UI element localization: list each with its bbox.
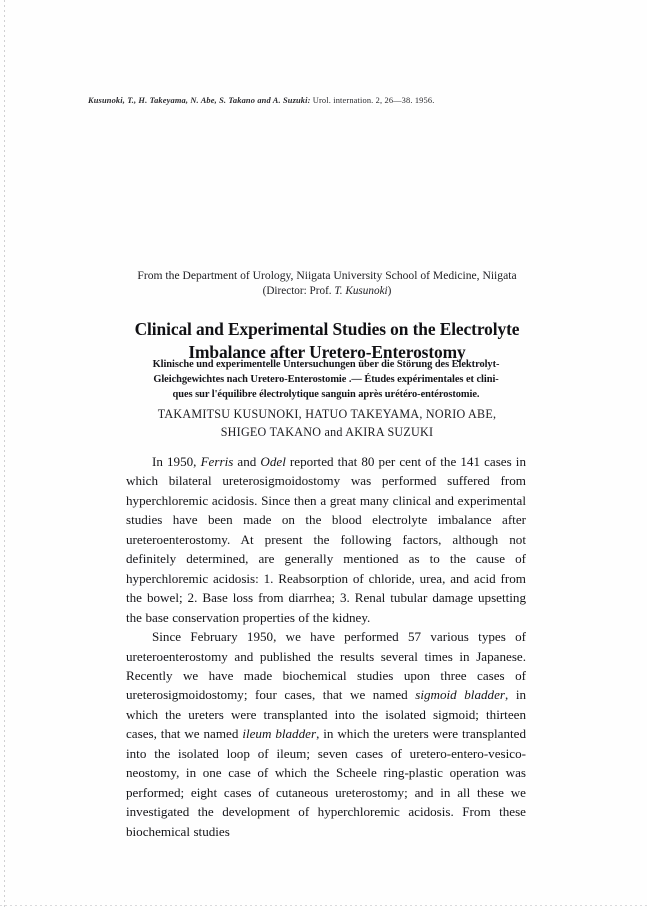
body-text [126, 452, 526, 841]
director-prefix: (Director: Prof. [262, 285, 335, 298]
p1-italic-ferris: Ferris [200, 454, 234, 469]
p2-italic-ileum-bladder: ileum bladder [242, 726, 317, 742]
director-suffix: ) [387, 285, 392, 298]
p1-segment-3: reported that 80 per cent of the 141 cases in which bilateral ureterosigmoidostomy was performed suffered from hyperchloremic acidosis. Since then a great many clinical and experimental studies have been made on the blood electrolyte imbalance after ureteroenterostomy. At present the following factors, although not definitely determined, are generally mentioned as to the cause of hyperchloremic acidosis: 1. Reabsorption of chloride, urea, and acid from the bowel; 2. Base loss from diarrhea; 3. Renal tubular damage upsetting the base conservation properties of the kidney. [126, 454, 526, 625]
scan-edge-left-artifact [4, 0, 5, 910]
affiliation-line: From the Department of Urology, Niigata University School of Medicine, Niigata [137, 269, 517, 282]
scan-edge-bottom-artifact [0, 905, 647, 906]
subtitle-line-3: ques sur l'équilibre électrolytique sanguin après urétéro-entérostomie. [172, 389, 480, 401]
paragraph-1 [126, 452, 526, 627]
subtitle-line-1: Klinische und experimentelle Untersuchungen über die Störung des Elektrolyt- [152, 359, 500, 370]
p2-segment-1: Since February 1950, we have performed 57 various types of ureteroenterostomy and published the results several times in Japanese. Recently we have made biochemical studies upon three cases of ureterosigmoidostomy; four cases, that we named [126, 629, 526, 703]
author-line-2 [88, 423, 566, 441]
subtitle-block [88, 357, 564, 403]
p1-segment-2: and [233, 454, 261, 469]
director-line [88, 284, 566, 300]
author-list [88, 405, 566, 441]
citation-authors: Kusunoki, T., H. Takeyama, N. Abe, S. Takano and A. Suzuki: [88, 96, 311, 105]
p1-italic-odel: Odel [260, 454, 286, 469]
citation-header [88, 96, 566, 107]
director-name: T. Kusunoki [334, 285, 388, 298]
subtitle-line-2: Gleichgewichtes nach Uretero-Enterostomie .— Études expérimentales et clini- [153, 374, 499, 386]
author-line-1: TAKAMITSU KUSUNOKI, HATUO TAKEYAMA, NORIO ABE, [157, 407, 497, 421]
title-line-1: Clinical and Experimental Studies on the Electrolyte [134, 318, 520, 339]
author-line-2-before: SHIGEO TAKANO [220, 425, 325, 440]
p2-italic-sigmoid-bladder: sigmoid bladder [415, 687, 505, 703]
author-line-2-after: AKIRA SUZUKI [342, 425, 434, 440]
p1-segment-1: In 1950, [152, 454, 201, 469]
title-line-2: Imbalance after Uretero-Enterostomy [188, 341, 466, 362]
p2-segment-2: , in which the ureters were transplanted into the isolated sigmoid; thirteen cases, that we named [126, 687, 526, 742]
author-conjunction: and [324, 425, 343, 440]
p2-segment-3: , in which the ureters were transplanted into the isolated loop of ileum; seven cases of uretero-entero-vesico-neostomy, in one case of which the Scheele ring-plastic operation was performed; eight cases of cutaneous ureterostomy; and in all these we investigated the development of hyperchloremic acidosis. From these biochemical studies [126, 726, 526, 839]
citation-source: Urol. internation. 2, 26—38. 1956. [312, 96, 435, 105]
affiliation-block [88, 268, 566, 300]
paragraph-2 [126, 627, 526, 841]
